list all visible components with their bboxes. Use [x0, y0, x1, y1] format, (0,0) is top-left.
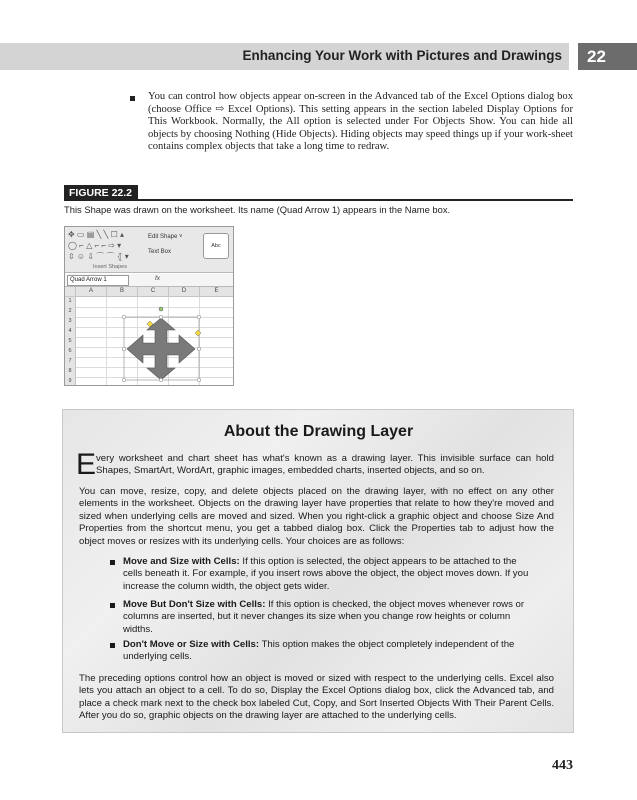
chapter-number-tab [578, 43, 637, 70]
option-dont-move-or-size [123, 639, 538, 664]
shapes-gallery-row2-icon: ◯ ⌐ △ ⌐ ⌐ ⇨ ▾ [68, 241, 122, 250]
excel-screenshot [64, 226, 234, 386]
sidebar-para-3: The preceding options control how an object is moved or sized with respect to the underlying cells. Excel also lets you attach an object to a cell. To do so, Display the Excel Options dialog box, click the Advanced tab, and place a check mark next to the check box labeled Cut, Copy, and Sort Inserted Objects With Their Parent Cells. After you do so, graphic objects on the drawing layer are attached to the underlying cells. [79, 673, 554, 722]
option-term: Move But Don't Size with Cells: [123, 599, 266, 610]
shape-style-sample[interactable]: Abc [203, 233, 229, 259]
option-description: If this option is selected, the object appears to be attached to the cells beneath it. For example, if you insert rows above the object, the object moves down. If you increase the column width, the object gets wider. [123, 556, 529, 592]
column-header[interactable]: B [107, 287, 138, 297]
row-header[interactable]: 5 [65, 337, 76, 348]
column-header[interactable]: E [200, 287, 234, 297]
column-header[interactable]: D [169, 287, 200, 297]
adjust-handle [195, 330, 201, 336]
sidebar-para-1: very worksheet and chart sheet has what's known as a drawing layer. This invisible surface can hold Shapes, SmartArt, WordArt, graphic images, embedded charts, inserted objects, and so on. [96, 453, 554, 477]
option-description: If this option is checked, the object moves whenever rows or columns are inserted, but it never changes its size when you change row heights or column widths. [123, 599, 525, 635]
row-header[interactable]: 8 [65, 367, 76, 378]
running-header-title: Enhancing Your Work with Pictures and Drawings [242, 48, 562, 63]
bullet-square-icon [110, 560, 115, 565]
quad-arrow-1 [127, 318, 195, 380]
figure-rule [64, 199, 573, 201]
row-header[interactable]: 9 [65, 377, 76, 386]
row-header[interactable]: 4 [65, 327, 76, 338]
edit-shape-button[interactable]: Edit Shape ˅ [148, 234, 183, 240]
resize-handle [122, 378, 126, 382]
rotate-handle [159, 307, 163, 311]
resize-handle [197, 315, 201, 319]
row-header[interactable]: 1 [65, 297, 76, 308]
resize-handle [159, 378, 163, 382]
figure-label: FIGURE 22.2 [64, 185, 138, 201]
resize-handle [122, 347, 126, 351]
name-box[interactable]: Quad Arrow 1 [67, 275, 129, 286]
option-description: This option makes the object completely independent of the underlying cells. [123, 639, 515, 663]
resize-handle [197, 378, 201, 382]
figure-caption: This Shape was drawn on the worksheet. Its name (Quad Arrow 1) appears in the Name box. [64, 204, 451, 215]
sidebar-title: About the Drawing Layer [223, 423, 414, 440]
option-move-and-size [123, 556, 538, 593]
bullet-square-icon [110, 603, 115, 608]
resize-handle [197, 347, 201, 351]
option-move-dont-size [123, 599, 538, 636]
row-header[interactable]: 6 [65, 347, 76, 358]
row-header[interactable]: 2 [65, 307, 76, 318]
bullet-square-icon [130, 96, 135, 101]
drop-cap: E [76, 448, 97, 481]
resize-handle [159, 315, 163, 319]
sidebar-para-2: You can move, resize, copy, and delete objects placed on the drawing layer, with no effect on any other elements in the worksheet. Objects on the drawing layer have properties that relate to how they're moved and sized when underlying cells are moved and sized. When you right-click a graphic object and choose Size And Properties from the shortcut menu, you get a tabbed dialog box. Click the Properties tab to adjust how the object moves or resizes with its underlying cells. Your choices are as follows: [79, 486, 554, 547]
page-number: 443 [552, 758, 573, 773]
row-header[interactable]: 3 [65, 317, 76, 328]
insert-shapes-group-label: Insert Shapes [93, 264, 127, 270]
fx-icon[interactable]: fx [155, 275, 161, 282]
chapter-number: 22 [587, 46, 606, 66]
column-header[interactable]: A [76, 287, 107, 297]
row-header[interactable]: 7 [65, 357, 76, 368]
resize-handle [122, 315, 126, 319]
text-box-button[interactable]: Text Box [148, 249, 172, 255]
column-header[interactable]: C [138, 287, 169, 297]
bullet-square-icon [110, 643, 115, 648]
quad-arrow-shape[interactable] [65, 227, 233, 385]
shapes-gallery-row3-icon: ⇳ ☺ ⇩ ⌒ ⌒ ⦃ ▾ [68, 252, 129, 261]
option-term: Don't Move or Size with Cells: [123, 639, 260, 650]
shapes-gallery-icon: ✥ ▭ ▤ ╲ ╲ ☐ ▴ [68, 230, 124, 239]
option-term: Move and Size with Cells: [123, 556, 240, 567]
intro-bullet-text: You can control how objects appear on-screen in the Advanced tab of the Excel Options dialog box (choose Office ⇨ Excel Options). This setting appears in the section labeled Display Options for This Workbook. Normally, the All option is selected under For Objects Show. You can hide all objects by choosing Nothing (Hide Objects). Hiding objects may speed things up if your work-sheet contains complex objects that take a long time to redraw. [148, 91, 573, 153]
